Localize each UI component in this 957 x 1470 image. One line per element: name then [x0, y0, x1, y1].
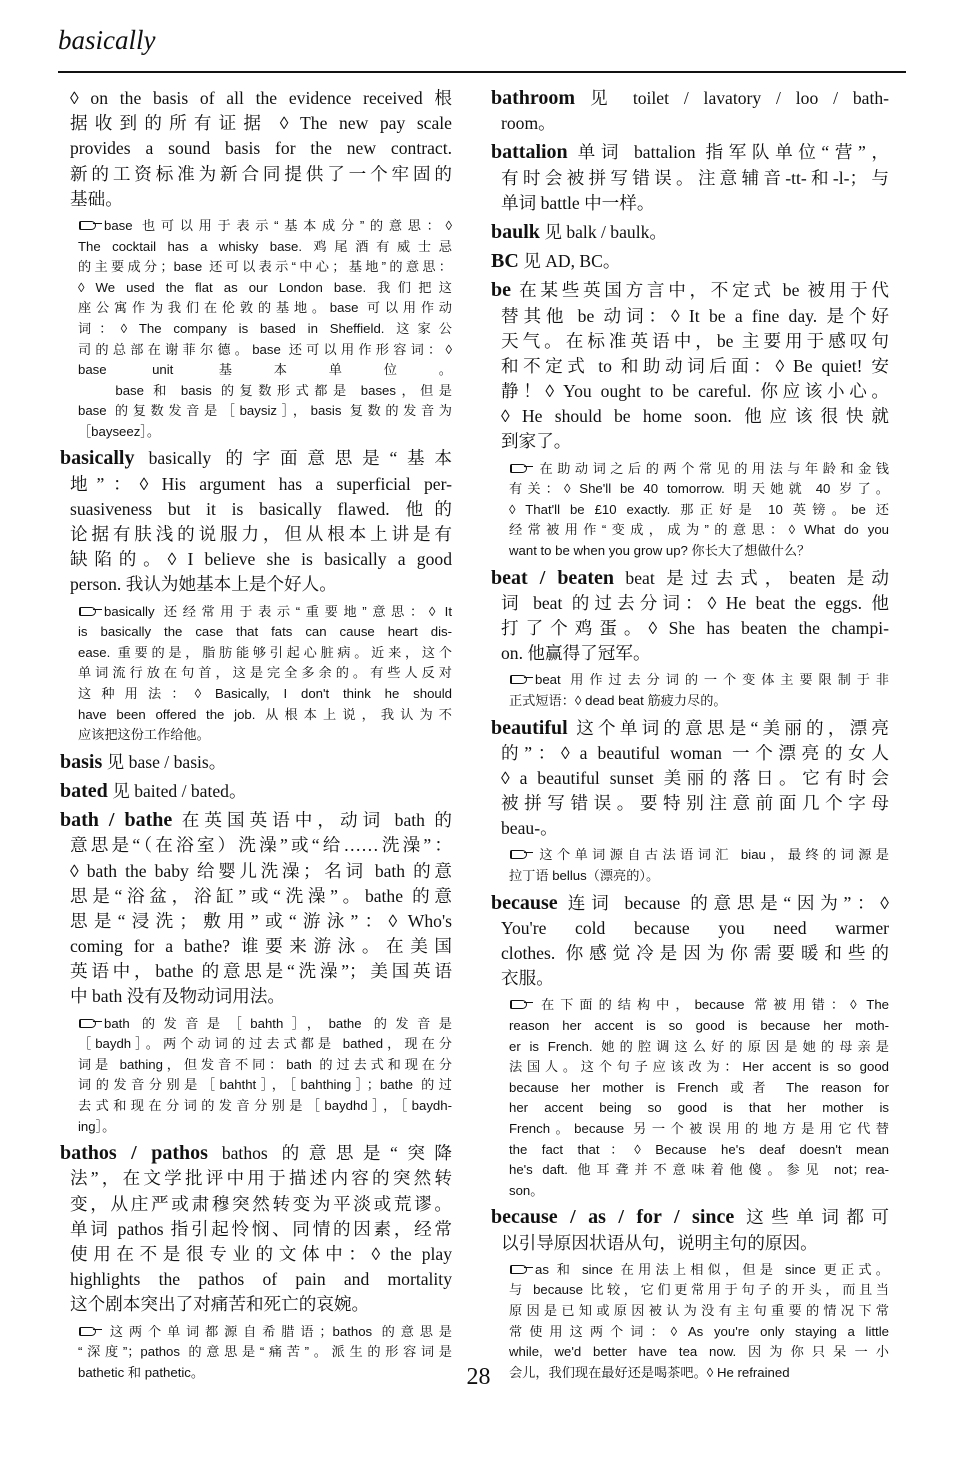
entry-line	[60, 446, 452, 471]
note-line	[509, 1181, 889, 1202]
line-text: 这个剧本突出了对痛苦和死亡的哀婉。	[70, 1294, 370, 1315]
entry-line	[491, 111, 889, 136]
headword: bathroom	[491, 87, 576, 109]
line-text: beat 用作过去分词的一个变体主要限制于非	[535, 672, 889, 688]
note-line	[78, 1055, 452, 1076]
line-text: ［bayseez］。	[78, 423, 161, 439]
line-text: have been offered the job. 从根本上说，我认为不	[78, 706, 452, 722]
entry-line	[491, 404, 889, 429]
line-text: 单词 battalion 指军队单位“营”，	[567, 142, 889, 163]
line-text: 天气。在标准英语中，be 主要用于感叹句	[501, 330, 889, 351]
entry-line	[491, 966, 889, 991]
line-text: ing］。	[78, 1118, 116, 1134]
line-text: beau-。	[501, 818, 558, 839]
line-text: 的主要成分；base 还可以表示“中心；基地”的意思：	[78, 259, 452, 275]
line-text: on. 他赢得了冠军。	[501, 643, 651, 664]
entry-line	[491, 791, 889, 816]
line-text: The cocktail has a whisky base. 鸡尾酒有威士忌	[78, 238, 452, 254]
line-text: 替其他 be 动词：◊ It be a fine day. 是个好	[501, 305, 889, 326]
line-text: 法”，在文学批评中用于描述内容的突然转	[70, 1168, 452, 1189]
entry-line	[60, 1242, 452, 1267]
entry-line	[60, 859, 452, 884]
line-text: 被拼写错误。要特别注意前面几个字母	[501, 793, 889, 814]
line-text: 单词 pathos 指引起怜悯、同情的因素，经常	[70, 1218, 452, 1239]
pointing-hand-icon	[509, 1263, 533, 1275]
entry-line	[60, 984, 452, 1009]
line-text: 有关：◊ She'll be 40 tomorrow. 明天她就 40 岁了。	[509, 481, 889, 497]
line-text: 与 because 比较，它们更常用于句子的开头，而且当	[509, 1282, 889, 1298]
line-text: 新的工资标准为新合同提供了一个牢固的	[70, 163, 452, 184]
usage-note	[60, 602, 452, 746]
line-text: bath 的发音是［bahth］，bathe 的发音是	[104, 1015, 452, 1031]
note-line	[78, 319, 452, 340]
dictionary-entry	[491, 278, 889, 454]
entry-line	[60, 1166, 452, 1191]
line-text: basically 的字面意思是“基本	[134, 448, 452, 469]
headword: beat / beaten	[491, 566, 614, 589]
headword: because / as / for / since	[491, 1206, 735, 1229]
entry-line	[60, 472, 452, 497]
entry-line	[491, 916, 889, 941]
entry-line	[491, 741, 889, 766]
line-text: 见 base / basis。	[102, 751, 227, 772]
entry-line	[491, 766, 889, 791]
entry-line	[491, 716, 889, 741]
usage-note	[60, 1014, 452, 1138]
entry-line	[491, 941, 889, 966]
dictionary-entry	[60, 779, 452, 804]
note-line	[509, 1140, 889, 1161]
note-line	[78, 1342, 452, 1363]
entry-line	[491, 220, 889, 245]
line-text: bathetic 和 pathetic。	[78, 1364, 205, 1380]
entry-line	[491, 379, 889, 404]
note-line	[78, 422, 452, 443]
note-line	[78, 663, 452, 684]
line-text: 这些单词都可	[734, 1207, 889, 1228]
line-text: 论据有肤浅的说服力，但从根本上讲是有	[70, 524, 452, 545]
dictionary-entry	[491, 249, 889, 274]
line-text: 这种用法：◊ Basically, I don't think he should	[78, 685, 452, 701]
line-text: 去式和现在分词的发音分别是［baydhd］，［baydh-	[78, 1098, 452, 1113]
note-line	[78, 1117, 452, 1138]
note-line	[78, 1034, 452, 1055]
note-line	[509, 479, 889, 500]
line-text: 词：◊ The company is based in Sheffield. 这家公	[78, 320, 452, 336]
entry-line	[491, 191, 889, 216]
line-text: 在下面的结构中，because 常被用错：◊ The	[535, 997, 889, 1013]
note-line	[78, 360, 452, 381]
line-text: 拉丁语 bellus（漂亮的）。	[509, 868, 660, 884]
entry-line	[60, 1217, 452, 1242]
note-line	[509, 1078, 889, 1099]
line-text: 英语中，bathe 的意思是“洗澡”；美国英语	[70, 961, 452, 982]
line-text: base 和 basis 的复数形式都是 bases，但是	[78, 382, 452, 398]
headword: bath / bathe	[60, 809, 173, 832]
dictionary-entry	[60, 1141, 452, 1317]
line-text: person. 我认为她基本上是个好人。	[70, 574, 337, 595]
line-text: 在助动词之后的两个常见的用法与年龄和金钱	[535, 460, 889, 476]
entry-line	[60, 1267, 452, 1292]
entry-line	[491, 354, 889, 379]
entry-line	[491, 249, 889, 274]
note-line	[78, 705, 452, 726]
entry-line	[60, 1141, 452, 1166]
entry-line	[491, 1205, 889, 1230]
line-text: French。because 另一个被误用的地方是用它代替	[509, 1120, 889, 1136]
line-text: her accent being so good is that her mother is	[509, 1100, 889, 1116]
line-text: 这个单词源自古法语词汇 biau，最终的词源是	[535, 847, 889, 863]
note-line	[509, 1037, 889, 1058]
entry-line	[60, 187, 452, 212]
dictionary-entry	[60, 446, 452, 597]
page-number: 28	[466, 1364, 491, 1390]
note-line	[78, 381, 452, 402]
headword: baulk	[491, 220, 540, 243]
entry-line	[60, 547, 452, 572]
entry-line	[491, 816, 889, 841]
line-text: want to be when you grow up? 你长大了想做什么？	[509, 543, 811, 558]
entry-line	[60, 1192, 452, 1217]
entry-line	[60, 1292, 452, 1317]
right-column	[491, 86, 889, 1387]
headword: beautiful	[491, 716, 568, 739]
line-text: 静！◊ You ought to be careful. 你应该小心。	[501, 381, 889, 402]
headword: because	[491, 891, 558, 914]
line-text: 的”：◊ a beautiful woman 一个漂亮的女人	[501, 742, 889, 763]
note-line	[78, 1075, 452, 1096]
line-text: 到家了。	[501, 431, 572, 452]
dictionary-entry	[491, 86, 889, 136]
line-text: 打了个鸡蛋。◊ She has beaten the champi-	[501, 617, 889, 638]
line-text: 衣服。	[501, 968, 554, 989]
line-text: provides a sound basis for the new contract.	[70, 138, 452, 159]
dictionary-entry	[491, 140, 889, 216]
dictionary-entry	[491, 891, 889, 992]
line-text: beat 是过去式，beaten 是动	[613, 567, 889, 588]
entry-line	[60, 808, 452, 833]
entry-line	[60, 162, 452, 187]
note-line	[509, 1280, 889, 1301]
note-line	[78, 622, 452, 643]
entry-line	[491, 278, 889, 303]
note-line	[78, 340, 452, 361]
note-line	[509, 1119, 889, 1140]
note-line	[78, 684, 452, 705]
line-text: ◊ We used the flat as our London base. 我们把这	[78, 279, 452, 295]
line-text: room。	[501, 113, 556, 134]
line-text: 常使用这两个词：◊ As you're only staying a little	[509, 1323, 889, 1339]
line-text: 座公寓作为我们在伦敦的基地。base 可以用作动	[78, 300, 452, 316]
line-text: son。	[509, 1182, 544, 1198]
usage-note	[491, 459, 889, 562]
pointing-hand-icon	[509, 673, 533, 685]
note-line	[78, 237, 452, 258]
entry-line	[60, 136, 452, 161]
entry-line	[491, 566, 889, 591]
note-line	[509, 866, 889, 887]
line-text: 见 baited / bated。	[107, 780, 247, 801]
entry-line	[491, 641, 889, 666]
line-text: 中 bath 没有及物动词用法。	[70, 986, 286, 1007]
note-line	[509, 520, 889, 541]
line-text: base unit 基本单位。	[78, 362, 452, 378]
note-line	[509, 541, 889, 562]
dictionary-entry	[60, 808, 452, 1010]
line-text: clothes. 你感觉冷是因为你需要暖和些的	[501, 943, 889, 964]
line-text: 变，从庄严或肃穆突然转变为平淡或荒谬。	[70, 1193, 452, 1214]
note-line	[78, 1322, 452, 1343]
line-text: 缺陷的。◊ I believe she is basically a good	[70, 549, 452, 570]
entry-line	[60, 833, 452, 858]
note-line	[509, 1160, 889, 1181]
line-text: 会儿，我们现在最好还是喝茶吧。◊ He refrained	[509, 1364, 790, 1380]
line-text: 见 AD, BC。	[518, 251, 621, 272]
entry-line	[60, 959, 452, 984]
entry-line	[60, 750, 452, 775]
line-text: 思是“浸洗；敷用”或“游泳”：◊ Who's	[70, 910, 452, 931]
pointing-hand-icon	[509, 998, 533, 1010]
note-line	[78, 1014, 452, 1035]
note-line	[78, 1096, 452, 1117]
line-text: 词 beat 的过去分词：◊ He beat the eggs. 他	[501, 592, 889, 613]
line-text: 连词 because 的意思是“因为”：◊	[557, 892, 889, 913]
dictionary-entry	[491, 1205, 889, 1255]
note-line	[509, 670, 889, 691]
line-text: base 的复数发音是［baysiz］，basis 复数的发音为	[78, 403, 452, 419]
pointing-hand-icon	[509, 848, 533, 860]
line-text: ◊ He should be home soon. 他应该很快就	[501, 406, 889, 427]
entry-line	[60, 572, 452, 597]
line-text: 应该把这份工作给他。	[78, 727, 210, 743]
note-line	[78, 298, 452, 319]
line-text: ease. 重要的是，脂肪能够引起心脏病。近来，这个	[78, 644, 452, 660]
line-text: ◊ bath the baby 给婴儿洗澡；名词 bath 的意	[70, 860, 452, 881]
entry-line	[491, 891, 889, 916]
line-text: 基础。	[70, 188, 123, 209]
line-text: 法国人。这个句子应该改为：Her accent is so good	[509, 1059, 889, 1075]
entry-line	[491, 591, 889, 616]
entry-line	[60, 497, 452, 522]
line-text: ◊ a beautiful sunset 美丽的落日。它有时会	[501, 767, 889, 788]
entry-line	[491, 329, 889, 354]
headword: be	[491, 279, 511, 302]
line-text: 经常被用作“变成，成为”的意思：◊ What do you	[509, 522, 889, 538]
line-text: basically 还经常用于表示“重要地”意思：◊ It	[104, 603, 452, 619]
line-text: 这两个单词都源自希腊语；bathos 的意思是	[104, 1323, 452, 1339]
dictionary-entry	[60, 750, 452, 775]
note-line	[509, 1016, 889, 1037]
line-text: 这个单词的意思是“美丽的，漂亮	[567, 717, 889, 738]
line-text: 在英国英语中，动词 bath 的	[172, 810, 452, 831]
entry-line	[491, 166, 889, 191]
note-line	[509, 995, 889, 1016]
line-text: because her mother is French 或者 The reason for	[509, 1079, 889, 1095]
note-line	[509, 845, 889, 866]
line-text: ◊ That'll be £10 exactly. 那正好是 10 英镑。be 还	[509, 501, 889, 517]
line-text: highlights the pathos of pain and mortality	[70, 1269, 452, 1290]
note-line	[509, 1322, 889, 1343]
note-line	[509, 1098, 889, 1119]
headword: BC	[491, 250, 519, 273]
dictionary-entry	[491, 220, 889, 245]
note-line	[509, 1301, 889, 1322]
entry-line	[60, 909, 452, 934]
usage-note	[491, 995, 889, 1201]
entry-line	[491, 86, 889, 111]
line-text: 单词流行放在句首，这是完全多余的。有些人反对	[78, 665, 452, 681]
headword: battalion	[491, 141, 568, 164]
entry-line	[60, 111, 452, 136]
line-text: bathos 的意思是“突降	[207, 1143, 452, 1164]
entry-line	[491, 304, 889, 329]
headword: bated	[60, 779, 108, 802]
pointing-hand-icon	[78, 1017, 102, 1029]
note-line	[509, 1342, 889, 1363]
line-text: base 也可以用于表示“基本成分”的意思：◊	[104, 217, 452, 233]
line-text: You're cold because you need warmer	[501, 917, 889, 938]
running-head: basically	[58, 25, 156, 55]
line-text: 见 balk / baulk。	[539, 221, 667, 242]
line-text: ◊ on the basis of all the evidence received 根	[70, 88, 452, 108]
line-text: the fact that：◊ Because he's deaf doesn't mean	[509, 1141, 889, 1157]
entry-line	[60, 522, 452, 547]
note-line	[78, 725, 452, 746]
line-text: reason her accent is so good is because her moth-	[509, 1018, 889, 1033]
note-line	[509, 500, 889, 521]
line-text: as 和 since 在用法上相似，但是 since 更正式。	[535, 1261, 889, 1277]
entry-line	[491, 429, 889, 454]
header-rule	[58, 71, 906, 73]
line-text: he's daft. 他耳聋并不意味着他傻。参见 not；rea-	[509, 1162, 889, 1178]
line-text: 思是“浴盆，浴缸”或“洗澡”。bathe 的意	[70, 885, 452, 906]
pointing-hand-icon	[78, 219, 102, 231]
note-line	[78, 643, 452, 664]
headword: bathos / pathos	[60, 1142, 208, 1165]
line-text: 司的总部在谢菲尔德。base 还可以用作形容词：◊	[78, 341, 452, 357]
line-text: 意思是“（在浴室）洗澡”或“给……洗澡”：	[70, 835, 452, 856]
headword: basis	[60, 750, 103, 773]
line-text: 使用在不是很专业的文体中：◊ the play	[70, 1243, 452, 1264]
note-line	[78, 216, 452, 237]
line-text: suasiveness but it is basically flawed. 他的	[70, 498, 452, 519]
entry-line	[491, 140, 889, 165]
usage-note	[60, 216, 452, 443]
usage-note	[491, 845, 889, 886]
line-text: 地”：◊ His argument has a superficial per-	[70, 473, 452, 494]
line-text: 有时会被拼写错误。注意辅音-tt-和-l-；与	[501, 167, 889, 188]
dictionary-entry	[491, 566, 889, 667]
line-text: 据收到的所有证据 ◊ The new pay scale	[70, 113, 452, 134]
line-text: 原因是已知或原因被认为没有主句重要的情况下常	[509, 1302, 889, 1318]
line-text: while, we'd better have tea now. 因为你只呆一小	[509, 1344, 889, 1360]
entry-line	[60, 86, 452, 111]
line-text: 词的发音分别是［bahtht］，［bahthing］；bathe 的过	[78, 1077, 452, 1093]
headword: basically	[60, 447, 135, 470]
pointing-hand-icon	[78, 605, 102, 617]
entry-text	[60, 86, 452, 212]
line-text: 见 toilet / lavatory / loo / bath-	[575, 88, 889, 108]
note-line	[78, 257, 452, 278]
line-text: 单词 battle 中一样。	[501, 192, 655, 213]
line-text: 词是 bathing，但发音不同：bath 的过去式和现在分	[78, 1056, 452, 1072]
note-line	[509, 691, 889, 712]
line-text: 正式短语：◊ dead beat 筋疲力尽的。	[509, 692, 727, 708]
note-line	[78, 401, 452, 422]
line-text: coming for a bathe? 谁要来游泳。在美国	[70, 936, 452, 957]
line-text: is basically the case that fats can cause heart dis-	[78, 624, 452, 640]
entry-line	[60, 934, 452, 959]
line-text: 和不定式 to 和助动词后面：◊ Be quiet! 安	[501, 355, 889, 376]
line-text: 以引导原因状语从句，说明主句的原因。	[501, 1232, 818, 1253]
entry-line	[491, 1231, 889, 1256]
left-column	[60, 86, 452, 1387]
line-text: “深度”；pathos 的意思是“痛苦”。派生的形容词是	[78, 1344, 452, 1360]
line-text: 在某些英国方言中，不定式 be 被用于代	[511, 280, 889, 301]
entry-line	[60, 884, 452, 909]
pointing-hand-icon	[78, 1325, 102, 1337]
note-line	[509, 1260, 889, 1281]
usage-note	[491, 670, 889, 711]
dictionary-entry	[491, 716, 889, 842]
note-line	[509, 459, 889, 480]
line-text: er is French. 她的腔调这么好的原因是她的母亲是	[509, 1038, 889, 1054]
note-line	[509, 1057, 889, 1078]
pointing-hand-icon	[509, 462, 533, 474]
entry-line	[491, 616, 889, 641]
entry-line	[60, 779, 452, 804]
note-line	[78, 602, 452, 623]
note-line	[78, 278, 452, 299]
line-text: ［baydh］。两个动词的过去式都是 bathed，现在分	[78, 1036, 452, 1052]
